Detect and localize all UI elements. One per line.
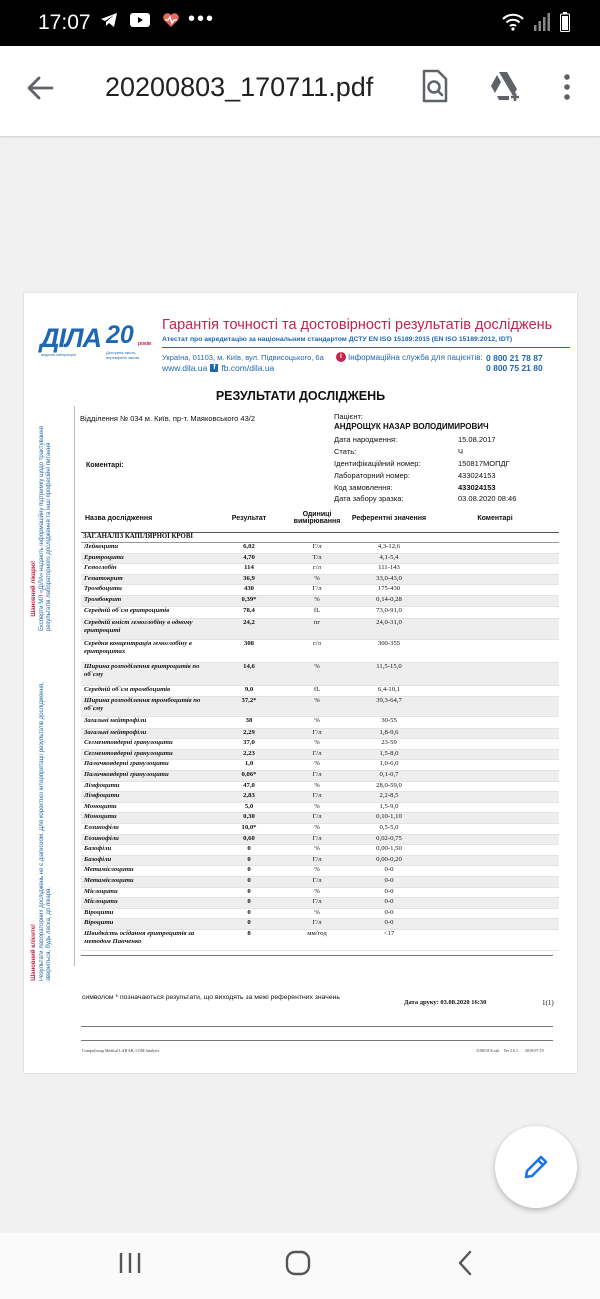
test-result: 0,60 [211,834,287,845]
test-reference: 0-0 [347,887,431,898]
test-comment [431,739,559,750]
patient-field-value: 15.08.2017 [458,435,496,444]
table-row [81,662,559,685]
test-result: 0 [211,855,287,866]
test-result: 0 [211,898,287,909]
test-reference: 4,3-12,6 [347,543,431,554]
test-unit: % [287,662,347,685]
add-to-drive-icon[interactable] [488,70,524,102]
col-ref: Референтні значення [347,505,431,532]
test-name: Тромбокрит [81,596,211,607]
test-comment [431,585,559,596]
test-comment [431,908,559,919]
facebook-icon: f [210,364,218,372]
wifi-icon [502,13,524,31]
test-name: Моноцити [81,813,211,824]
test-comment [431,781,559,792]
side-notes [31,401,57,981]
test-result: 0,39* [211,596,287,607]
col-units: Одиниці вимірювання [287,505,347,532]
test-result: 24,2 [211,618,287,639]
test-unit: % [287,802,347,813]
test-unit: % [287,781,347,792]
lab-address: Україна, 01103, м. Київ, вул. Підвисоцького, 6а [162,353,324,362]
table-row [81,564,559,575]
col-name: Назва дослідження [81,505,211,532]
department: Відділення № 034 м. Київ, пр-т. Маяковського 43/2 [80,414,256,423]
info-service-label: Інформаційна служба для пацієнтів: [348,352,483,362]
test-name: Лімфоцити [81,781,211,792]
test-name: Гематокрит [81,574,211,585]
test-reference: 2,2-8,5 [347,792,431,803]
table-row [81,760,559,771]
test-name: Гемоглобін [81,564,211,575]
test-name: Базофіли [81,845,211,856]
test-unit: Г/л [287,813,347,824]
test-unit: fL [287,685,347,696]
signature-line [81,1026,553,1027]
test-name: Метамієлоцити [81,876,211,887]
table-row [81,887,559,898]
doctor-note-title: Шановний лікарю! [31,561,37,617]
test-reference: 0,1-0,7 [347,771,431,782]
test-unit: % [287,739,347,750]
test-comment [431,749,559,760]
test-name: Паличкоядерні гранулоцити [81,771,211,782]
test-result: 0 [211,876,287,887]
patient-field-label: Лабораторний номер: [334,471,410,480]
results-title: РЕЗУЛЬТАТИ ДОСЛІДЖЕНЬ [215,389,386,403]
test-name: Метамієлоцити [81,866,211,877]
edit-fab[interactable] [495,1126,577,1208]
test-unit: % [287,696,347,716]
test-name: Еозинофіли [81,834,211,845]
test-result: 37,0 [211,739,287,750]
pencil-icon [522,1153,550,1181]
test-name: Мієлоцити [81,887,211,898]
test-result: 0,30 [211,813,287,824]
test-unit: Г/л [287,728,347,739]
system-icons [502,12,570,32]
test-unit: г/л [287,564,347,575]
test-comment [431,606,559,618]
test-unit: % [287,596,347,607]
test-name: Швидкість осідання еритроцитів за методом Панченко [81,929,211,950]
test-reference: 33,0-43,0 [347,574,431,585]
find-in-document-icon[interactable] [420,69,450,103]
test-name: Базофіли [81,855,211,866]
youtube-icon [130,13,150,27]
test-reference: 11,5-15,0 [347,662,431,685]
print-date [404,999,486,1006]
test-result: 4,70 [211,553,287,564]
info-service [336,352,483,362]
table-row [81,585,559,596]
test-reference: 1,8-9,6 [347,728,431,739]
facebook-link: fb.com/dila.ua [221,363,275,373]
status-bar [0,0,600,46]
test-name: Еозинофіли [81,824,211,835]
table-row [81,929,559,950]
page-number: 1(1) [542,999,554,1007]
results-table [81,505,559,951]
table-row [81,855,559,866]
anniversary-tag: років [138,341,152,347]
test-unit: % [287,908,347,919]
test-result: 308 [211,639,287,662]
test-comment [431,802,559,813]
patient-field-value: 433024153 [458,483,496,492]
info-icon: i [336,352,346,362]
table-row [81,813,559,824]
app-bar [0,46,600,136]
more-options-icon[interactable] [560,72,574,102]
table-row [81,824,559,835]
test-name: Середня концентрація гемоглобіну в еритроцитах [81,639,211,662]
table-row [81,716,559,728]
footer-line [81,1040,553,1041]
test-result: 0 [211,887,287,898]
back-arrow-icon[interactable] [26,74,54,102]
test-unit: Г/л [287,749,347,760]
doctor-note-text: Експерти МЛ «ДІЛА» надають інформаційну підтримку щодо трактування результатів лабораторного дослідження та інші професійні питання [39,426,52,631]
test-name: Мієлоцити [81,898,211,909]
client-note-text: Результати лабораторних досліджень не є діагнозом. Для коректної інтерпретації результатів дослідження, зверніться, будь ласка, до лікаря. [39,682,52,981]
section-title: ЗАГ.АНАЛІЗ КАПІЛЯРНОЇ КРОВІ [81,532,559,543]
header-divider [162,347,570,348]
patient-field-value: 03.08.2020 08:46 [458,494,517,503]
test-result: 8 [211,929,287,950]
test-result: 1,0 [211,760,287,771]
test-comment [431,574,559,585]
test-comment [431,845,559,856]
test-unit: % [287,760,347,771]
test-comment [431,824,559,835]
table-header [81,505,559,532]
test-result: 78,4 [211,606,287,618]
test-result: 2,29 [211,728,287,739]
col-result: Результат [211,505,287,532]
test-comment [431,639,559,662]
test-unit: % [287,845,347,856]
clock: 17:07 [38,11,91,34]
test-reference: 0,00-1,50 [347,845,431,856]
table-row [81,606,559,618]
test-comment [431,553,559,564]
test-comment [431,898,559,909]
test-reference: 0,14-0,28 [347,596,431,607]
side-divider [74,406,75,966]
test-result: 2,83 [211,792,287,803]
test-comment [431,792,559,803]
test-name: Загальні нейтрофіли [81,716,211,728]
test-comment [431,813,559,824]
table-row [81,908,559,919]
test-name: Віроцити [81,919,211,930]
anniversary-number: 20 [106,321,134,349]
accreditation-text: Атестат про акредитацію за національним стандартом ДСТУ EN ISO 15189:2015 (EN ISO 15189:2012, IDT) [162,336,513,343]
table-row [81,639,559,662]
test-comment [431,696,559,716]
signal-icon [534,13,550,31]
test-unit: Г/л [287,771,347,782]
footnote: символом * позначаються результати, що виходять за межі референтних значень [82,994,340,1001]
table-row [81,781,559,792]
section-row [81,532,559,543]
patient-field-label: Дата народження: [334,435,398,444]
col-comments: Коментарі [431,505,559,532]
test-unit: Т/л [287,553,347,564]
test-reference: 175-430 [347,585,431,596]
anniversary-caption: Доступна якість, перевірена часом [106,350,140,360]
patient-field-value: 150817МОПДГ [458,459,510,468]
table-row [81,553,559,564]
test-comment [431,596,559,607]
test-comment [431,618,559,639]
web-links [162,363,274,373]
test-name: Середній об`єм еритроцитів [81,606,211,618]
test-name: Середній вміст гемоглобіну в одному еритроциті [81,618,211,639]
test-result: 14,6 [211,662,287,685]
test-result: 36,9 [211,574,287,585]
table-row [81,574,559,585]
test-name: Паличкоядерні гранулоцити [81,760,211,771]
test-unit: Г/л [287,919,347,930]
table-row [81,739,559,750]
test-result: 0 [211,866,287,877]
table-row [81,596,559,607]
test-unit: Г/л [287,543,347,554]
test-reference: 0-0 [347,919,431,930]
patient-field-value: 433024153 [458,471,496,480]
test-comment [431,760,559,771]
test-reference: 300-355 [347,639,431,662]
test-comment [431,887,559,898]
results-body [81,532,559,950]
battery-icon [560,12,570,32]
recent-apps-icon[interactable] [118,1249,142,1277]
more-notifications-icon: ••• [188,8,216,30]
notification-icons [100,12,180,28]
test-result: 0,06* [211,771,287,782]
test-reference: 28,0-59,0 [347,781,431,792]
test-name: Загальні нейтрофіли [81,728,211,739]
table-row [81,876,559,887]
table-row [81,792,559,803]
test-unit: fL [287,606,347,618]
test-name: Лімфоцити [81,792,211,803]
test-reference: 1,5-9,0 [347,802,431,813]
test-name: Віроцити [81,908,211,919]
test-reference: 39,3-64,7 [347,696,431,716]
test-comment [431,543,559,554]
test-comment [431,728,559,739]
test-reference: 73,0-91,0 [347,606,431,618]
test-unit: % [287,574,347,585]
back-nav-icon[interactable] [456,1249,474,1277]
test-unit: % [287,716,347,728]
table-row [81,685,559,696]
test-name: Еритроцити [81,553,211,564]
patient-field-value: Ч [458,447,463,456]
navigation-bar [0,1233,600,1299]
test-reference: 0-0 [347,876,431,887]
telegram-icon [100,12,118,28]
test-comment [431,564,559,575]
patient-field-label: Ідентифікаційний номер: [334,459,421,468]
phone-2: 0 800 75 21 80 [486,363,543,373]
test-result: 9,0 [211,685,287,696]
table-row [81,845,559,856]
test-name: Ширина розподілення тромбоцитів по об`єму [81,696,211,716]
test-name: Середній об`єм тромбоцитів [81,685,211,696]
test-result: 0 [211,908,287,919]
test-reference: 0,00-0,20 [347,855,431,866]
patient-field-label: Дата забору зразка: [334,494,404,503]
table-row [81,866,559,877]
table-row [81,771,559,782]
test-reference: 4,1-5,4 [347,553,431,564]
patient-field-label: Код замовлення: [334,483,393,492]
table-row [81,696,559,716]
test-reference: 30-55 [347,716,431,728]
test-unit: % [287,887,347,898]
test-unit: Г/л [287,585,347,596]
test-unit: г/л [287,639,347,662]
table-row [81,898,559,909]
heart-rate-icon [162,12,180,28]
test-comment [431,919,559,930]
test-name: Моноцити [81,802,211,813]
logo-subtitle: медична лабораторія [41,353,76,357]
test-result: 38 [211,716,287,728]
test-reference: 23-59 [347,739,431,750]
guarantee-heading: Гарантія точності та достовірності результатів досліджень [162,317,553,333]
patient-field-label: Стать: [334,447,357,456]
test-name: Лейкоцити [81,543,211,554]
test-result: 10,0* [211,824,287,835]
test-comment [431,929,559,950]
table-row [81,919,559,930]
test-reference: 24,0-31,0 [347,618,431,639]
test-result: 2,23 [211,749,287,760]
test-reference: 0,10-1,10 [347,813,431,824]
test-reference: 111-143 [347,564,431,575]
table-row [81,834,559,845]
test-reference: 1,5-8,0 [347,749,431,760]
document-title: 20200803_170711.pdf [105,72,374,102]
software-credit: CompuGroup Medical LAB AB, CGM Analytix [82,1048,160,1053]
test-comment [431,866,559,877]
test-reference: 0,5-5,0 [347,824,431,835]
home-icon[interactable] [284,1249,312,1277]
test-unit: % [287,824,347,835]
test-result: 37,2* [211,696,287,716]
test-result: 430 [211,585,287,596]
test-unit: Г/л [287,855,347,866]
table-row [81,802,559,813]
test-unit: % [287,866,347,877]
phone-1: 0 800 21 78 87 [486,353,543,363]
test-name: Ширина розподілення еритроцитів по об`єму [81,662,211,685]
print-date-text: Дата друку: 03.08.2020 16:30 [404,999,487,1006]
test-comment [431,771,559,782]
test-unit: Г/л [287,834,347,845]
patient-label: Пацієнт: [334,412,364,421]
test-unit: пг [287,618,347,639]
test-name: Сегментоядерні гранулоцити [81,749,211,760]
test-comment [431,685,559,696]
test-result: 47,0 [211,781,287,792]
table-row [81,749,559,760]
test-reference: <17 [347,929,431,950]
test-result: 114 [211,564,287,575]
test-unit: Г/л [287,876,347,887]
website: www.dila.ua [162,363,208,373]
test-comment [431,876,559,887]
patient-name: АНДРОЩУК НАЗАР ВОЛОДИМИРОВИЧ [334,422,489,431]
template-version: 110815CS.xslt Ver 2.0.1 2018-07-19 [476,1048,544,1053]
table-row [81,543,559,554]
table-row [81,618,559,639]
test-unit: мм/год [287,929,347,950]
test-reference: 1,0-6,0 [347,760,431,771]
test-comment [431,662,559,685]
test-result: 0 [211,845,287,856]
logo-wordmark: ДІЛА [40,323,102,353]
test-reference: 0-0 [347,866,431,877]
test-comment [431,855,559,866]
test-reference: 0-0 [347,908,431,919]
test-unit: Г/л [287,792,347,803]
test-result: 5,0 [211,802,287,813]
test-reference: 0,02-0,75 [347,834,431,845]
test-name: Тромбоцити [81,585,211,596]
test-comment [431,834,559,845]
pdf-page [24,293,577,1073]
test-unit: Г/л [287,898,347,909]
table-row [81,728,559,739]
test-reference: 0-0 [347,898,431,909]
comments-label: Коментарі: [86,462,124,469]
test-reference: 6,4-10,1 [347,685,431,696]
test-result: 0 [211,919,287,930]
table-end-line [81,955,553,956]
test-result: 6,02 [211,543,287,554]
client-note-title: Шановний клієнте! [31,924,37,981]
test-name: Сегментоядерні гранулоцити [81,739,211,750]
test-comment [431,716,559,728]
